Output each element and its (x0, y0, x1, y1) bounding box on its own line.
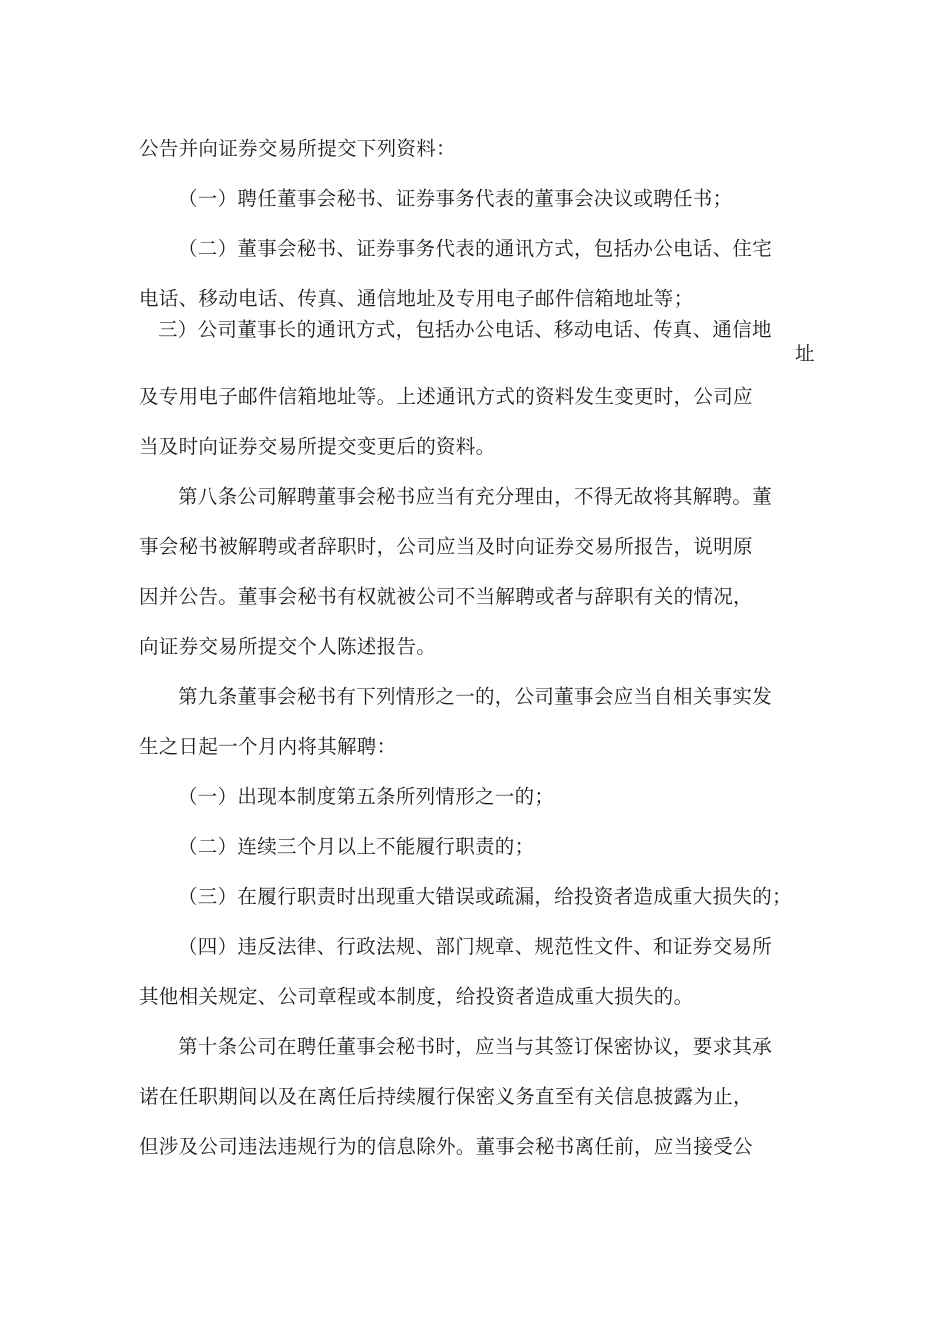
text-line: 及专用电子邮件信箱地址等。上述通讯方式的资料发生变更时，公司应 (139, 385, 753, 408)
text-line: 电话、移动电话、传真、通信地址及专用电子邮件信箱地址等； (139, 287, 694, 310)
text-line: 公告并向证券交易所提交下列资料： (139, 137, 456, 160)
text-line: （三）在履行职责时出现重大错误或疏漏，给投资者造成重大损失的； (178, 885, 792, 908)
text-line: 其他相关规定、公司章程或本制度，给投资者造成重大损失的。 (139, 985, 694, 1008)
text-line: 第八条公司解聘董事会秘书应当有充分理由，不得无故将其解聘。董 (178, 485, 773, 508)
text-line: 但涉及公司违法违规行为的信息除外。董事会秘书离任前，应当接受公 (139, 1135, 753, 1158)
text-line: （一）聘任董事会秘书、证券事务代表的董事会决议或聘任书； (178, 187, 733, 210)
text-line: （二）连续三个月以上不能履行职责的； (178, 835, 535, 858)
text-line: （二）董事会秘书、证券事务代表的通讯方式，包括办公电话、住宅 (178, 237, 773, 260)
text-line: （四）违反法律、行政法规、部门规章、规范性文件、和证券交易所 (178, 935, 773, 958)
text-line: 因并公告。董事会秘书有权就被公司不当解聘或者与辞职有关的情况， (139, 585, 753, 608)
text-line: 向证券交易所提交个人陈述报告。 (139, 635, 437, 658)
text-line: 三）公司董事长的通讯方式，包括办公电话、移动电话、传真、通信地 (158, 318, 772, 341)
text-line: 第九条董事会秘书有下列情形之一的，公司董事会应当自相关事实发 (178, 685, 773, 708)
text-line: 第十条公司在聘任董事会秘书时，应当与其签订保密协议，要求其承 (178, 1035, 773, 1058)
text-line: 址 (795, 342, 815, 365)
text-line: 事会秘书被解聘或者辞职时，公司应当及时向证券交易所报告，说明原 (139, 535, 753, 558)
text-line: （一）出现本制度第五条所列情形之一的； (178, 785, 555, 808)
text-line: 诺在任职期间以及在离任后持续履行保密义务直至有关信息披露为止， (139, 1085, 753, 1108)
text-line: 当及时向证券交易所提交变更后的资料。 (139, 435, 496, 458)
text-line: 生之日起一个月内将其解聘： (139, 735, 397, 758)
